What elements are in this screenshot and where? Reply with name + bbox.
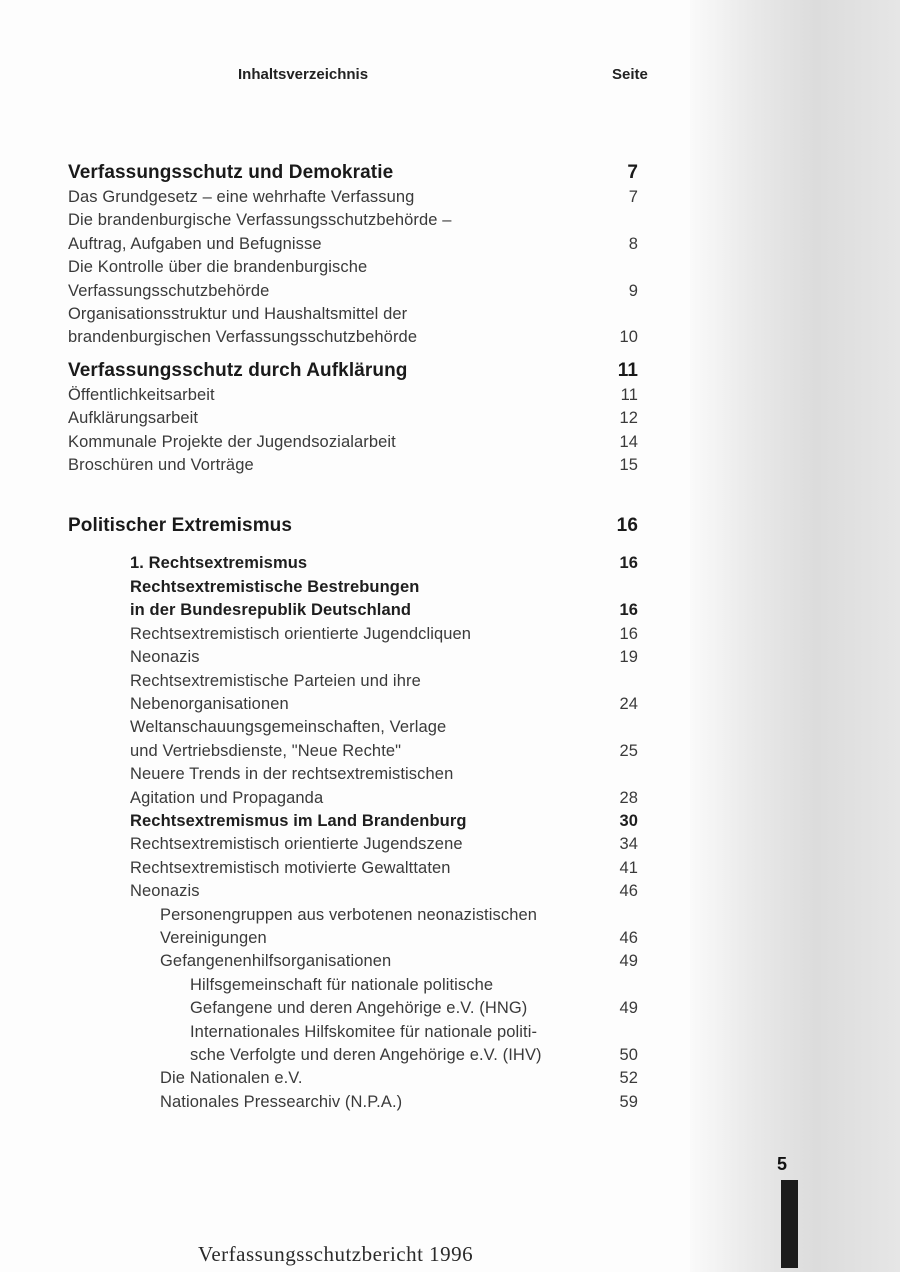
- toc-entry: [68, 407, 638, 430]
- toc-entry-title-line: sche Verfolgte und deren Angehörige e.V. (IHV): [190, 1046, 542, 1064]
- toc-entry-page: 8: [628, 234, 638, 253]
- toc-entry: [68, 454, 638, 477]
- toc-entry-title: Kommunale Projekte der Jugendsozialarbeit: [68, 432, 396, 451]
- toc-entry-title: Rechtsextremistisch orientierte Jugendcliquen: [130, 624, 472, 643]
- toc-entry-page: 9: [628, 281, 638, 300]
- toc-bold-entry: [68, 576, 638, 623]
- toc-entry-title-line: und Vertriebsdienste, "Neue Rechte": [130, 741, 402, 760]
- toc-entry-page: 50: [619, 1046, 638, 1064]
- toc-entry-title: Nationales Pressearchiv (N.P.A.): [160, 1092, 403, 1111]
- toc-entry: [68, 833, 638, 856]
- toc-entry-title-line: Hilfsgemeinschaft für nationale politische: [190, 975, 494, 994]
- toc-entry: [68, 209, 638, 256]
- toc-entry: [68, 880, 638, 903]
- toc-entry-title: 1. Rechtsextremismus: [130, 554, 308, 573]
- toc-entry-title-line: Die brandenburgische Verfassungsschutzbehörde –: [68, 211, 452, 230]
- toc-entry-page: 12: [619, 409, 638, 428]
- toc-entry: [68, 1021, 638, 1068]
- toc-entry-page: 10: [619, 328, 638, 347]
- toc-entry-page: 16: [616, 515, 638, 537]
- toc-entry-page: 11: [617, 359, 638, 381]
- toc-entry-page: 19: [619, 648, 638, 667]
- toc-entry-title: Verfassungsschutz durch Aufklärung: [68, 359, 408, 381]
- toc-entry-title-line: Organisationsstruktur und Haushaltsmittel der: [68, 305, 408, 324]
- toc-entry-page: 7: [628, 188, 638, 206]
- toc-entry-title-line: brandenburgischen Verfassungsschutzbehörde: [68, 328, 418, 347]
- toc-entry-title: Gefangenenhilfsorganisationen: [160, 952, 392, 971]
- toc-section-heading: [68, 513, 638, 539]
- toc-entry: [68, 974, 638, 1021]
- scan-edge: [690, 0, 900, 1272]
- page-column-label: Seite: [612, 66, 648, 83]
- toc-entry-title-line: Internationales Hilfskomitee für nationale politi-: [190, 1022, 538, 1041]
- toc-header: [0, 66, 700, 86]
- toc-entry-page: 46: [619, 928, 638, 947]
- toc-entry: [68, 646, 638, 669]
- thumb-index-bar: [781, 1180, 798, 1268]
- toc-entry-page: 24: [619, 694, 638, 713]
- toc-entry-title: Aufklärungsarbeit: [68, 409, 199, 428]
- toc-subsection-heading: [68, 552, 638, 575]
- toc-entry-page: 7: [627, 162, 638, 183]
- toc-entry-title: Öffentlichkeitsarbeit: [68, 385, 215, 404]
- toc-entry-page: 30: [619, 811, 638, 830]
- toc-entry-page: 16: [619, 554, 638, 573]
- toc-entry-page: 49: [619, 999, 638, 1018]
- toc-entry-page: 46: [619, 882, 638, 901]
- page-number: 5: [777, 1154, 788, 1174]
- toc-entry: [68, 857, 638, 880]
- toc-section-heading: [68, 160, 638, 186]
- toc-entry-title: Das Grundgesetz – eine wehrhafte Verfassung: [68, 188, 415, 206]
- toc-entry: [68, 1091, 638, 1114]
- toc-entry-page: 34: [619, 835, 638, 854]
- toc-entry-page: 49: [619, 952, 638, 971]
- toc-entry-page: 59: [619, 1092, 638, 1111]
- toc-entry-page: 11: [620, 385, 638, 404]
- toc-entry-title-line: Verfassungsschutzbehörde: [68, 281, 270, 300]
- toc-entry: [68, 1067, 638, 1090]
- toc-entry: [68, 670, 638, 717]
- toc-entry-page: 52: [619, 1069, 638, 1088]
- toc-entry-title-line: in der Bundesrepublik Deutschland: [130, 601, 412, 620]
- toc-entry-title-line: Rechtsextremistische Bestrebungen: [130, 577, 420, 596]
- toc-entry-page: 28: [619, 788, 638, 807]
- toc-entry-page: 25: [619, 741, 638, 760]
- toc-entry-page: 41: [619, 858, 638, 877]
- toc-bold-entry: [68, 810, 638, 833]
- toc-entry: [68, 623, 638, 646]
- table-of-contents: [68, 160, 638, 1114]
- toc-entry-title: Rechtsextremistisch orientierte Jugendszene: [130, 835, 463, 854]
- toc-entry-title: Broschüren und Vorträge: [68, 456, 254, 475]
- toc-entry-title-line: Personengruppen aus verbotenen neonazistischen: [160, 905, 538, 924]
- toc-entry-title: Neonazis: [130, 648, 200, 667]
- toc-title: Inhaltsverzeichnis: [238, 66, 369, 83]
- toc-entry-title-line: Weltanschauungsgemeinschaften, Verlage: [130, 718, 447, 737]
- toc-entry-title-line: Agitation und Propaganda: [130, 788, 324, 807]
- toc-entry: [68, 256, 638, 303]
- toc-entry-title-line: Gefangene und deren Angehörige e.V. (HNG): [190, 999, 528, 1018]
- toc-entry-title: Verfassungsschutz und Demokratie: [68, 162, 394, 183]
- toc-entry: [68, 384, 638, 407]
- toc-entry-page: 16: [619, 624, 638, 643]
- toc-entry-title-line: Nebenorganisationen: [130, 694, 289, 713]
- toc-entry-title: Neonazis: [130, 882, 200, 901]
- toc-entry: [68, 303, 638, 350]
- toc-entry: [68, 763, 638, 810]
- toc-entry-title: Rechtsextremistisch motivierte Gewalttaten: [130, 858, 451, 877]
- toc-entry: [68, 904, 638, 951]
- toc-entry-title-line: Vereinigungen: [160, 928, 267, 947]
- toc-entry-page: 14: [619, 432, 638, 451]
- toc-entry: [68, 950, 638, 973]
- toc-entry-page: 16: [619, 601, 638, 620]
- toc-entry-title-line: Rechtsextremistische Parteien und ihre: [130, 671, 421, 690]
- toc-entry-title-line: Auftrag, Aufgaben und Befugnisse: [68, 234, 322, 253]
- toc-entry: [68, 716, 638, 763]
- toc-entry-title: Politischer Extremismus: [68, 515, 293, 537]
- toc-entry-title: Die Nationalen e.V.: [160, 1069, 303, 1088]
- toc-entry-title: Rechtsextremismus im Land Brandenburg: [130, 811, 467, 830]
- footer-title: Verfassungsschutzbericht 1996: [198, 1242, 474, 1266]
- toc-section-heading: [68, 358, 638, 384]
- toc-entry-page: 15: [619, 456, 638, 475]
- toc-entry-title-line: Neuere Trends in der rechtsextremistischen: [130, 765, 454, 784]
- toc-entry-title-line: Die Kontrolle über die brandenburgische: [68, 258, 368, 277]
- toc-entry: [68, 431, 638, 454]
- toc-entry: [68, 186, 638, 209]
